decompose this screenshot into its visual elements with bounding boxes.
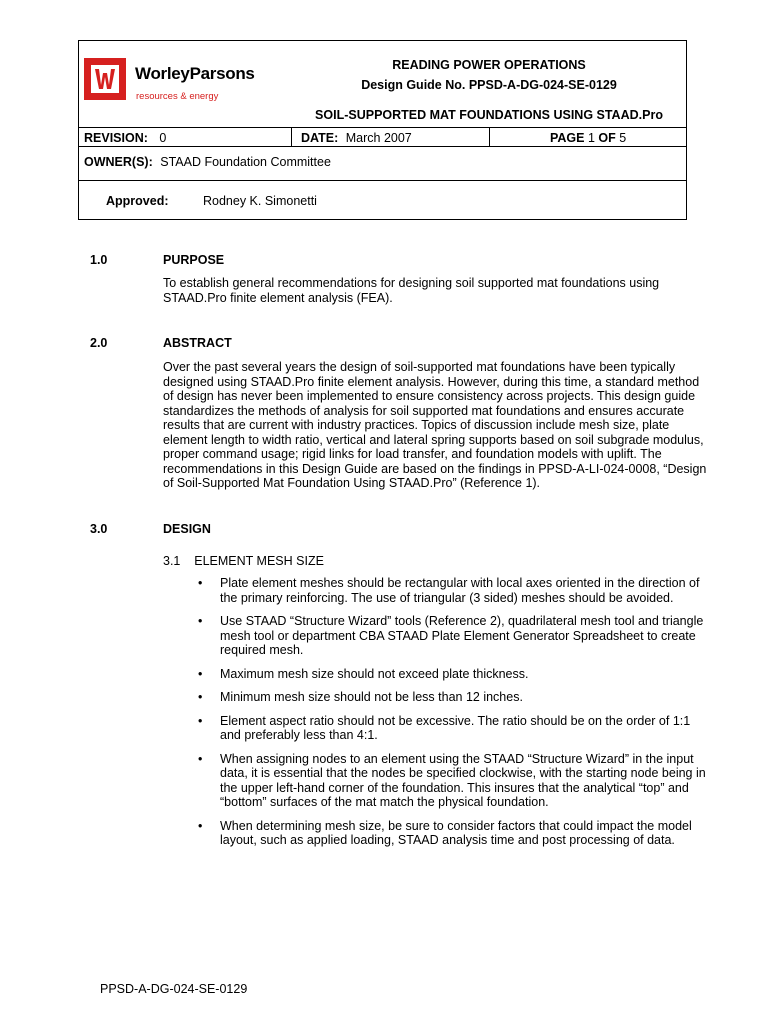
owner-field (84, 155, 331, 169)
list-item: • Use STAAD “Structure Wizard” tools (Reference 2), quadrilateral mesh tool and triangle mesh tool or department CBA STAAD Plate Element Generator Spreadsheet to create required mesh. (198, 614, 704, 657)
section-title-abstract: ABSTRACT (163, 336, 232, 350)
list-item: • When determining mesh size, be sure to consider factors that could impact the model layout, such as applied loading, STAAD analysis time and post processing of data. (198, 818, 692, 847)
page-number: 1 (587, 131, 595, 145)
purpose-text: To establish general recommendations for designing soil supported mat foundations using STAAD.Pro finite element analysis (FEA). (163, 276, 660, 305)
footer-document-id: PPSD-A-DG-024-SE-0129 (100, 982, 248, 996)
section-number: 3.0 (90, 522, 108, 536)
revision-label: REVISION: (84, 131, 148, 145)
section-number: 2.0 (90, 336, 108, 350)
list-item: • When assigning nodes to an element using the STAAD “Structure Wizard” in the input data, it is essential that the nodes be specified clockwise, with the starting node being in the upper left-hand corner of the foundation. This insures that the analytical “top” and “bottom” surfaces of the mat match the physical foundation. (198, 751, 706, 809)
abstract-text: Over the past several years the design of soil-supported mat foundations have been typically designed using STAAD.Pro finite element analysis. However, during this time, a standard method of design has never been implemented to ensure consistency across projects. This design guide standardizes the methods of analysis for soil supported mat foundations and ensures accurate results that are current with industry practices. Topics of discussion include mesh size, plate element length to width ratio, vertical and lateral spring supports based on soil subgrade modulus, proper command usage; rigid links for load transfer, and foundation models with uplift. The recommendations in this Design Guide are based on the findings in PPSD-A-LI-024-0008, “Design of Soil-Supported Mat Foundation Using STAAD.Pro” (Reference 1). (163, 360, 707, 490)
bullet-icon: • (198, 614, 203, 628)
bullet-icon: • (198, 666, 203, 681)
brand-name: WorleyParsons (135, 64, 255, 83)
mesh-size-list (196, 576, 706, 857)
worleyparsons-logo-icon (84, 58, 126, 100)
org-title: READING POWER OPERATIONS (392, 58, 586, 72)
section-number: 1.0 (90, 253, 108, 267)
approved-value: Rodney K. Simonetti (203, 194, 317, 208)
bullet-icon: • (198, 713, 203, 728)
header-divider (79, 180, 686, 181)
page-field (550, 131, 626, 145)
document-header (78, 40, 687, 220)
revision-field (84, 131, 166, 145)
document-subject: SOIL-SUPPORTED MAT FOUNDATIONS USING STAAD.Pro (315, 108, 663, 122)
guide-number: Design Guide No. PPSD-A-DG-024-SE-0129 (361, 78, 617, 92)
section-title-purpose: PURPOSE (163, 253, 225, 267)
section-title-design: DESIGN (163, 522, 211, 536)
date-field (301, 131, 412, 145)
header-divider (79, 127, 686, 128)
page-of-label: OF (598, 131, 616, 145)
owner-label: OWNER(S): (84, 155, 153, 169)
subsection-title-mesh-size: 3.1 ELEMENT MESH SIZE (163, 554, 324, 568)
list-item: • Plate element meshes should be rectangular with local axes oriented in the direction of the primary reinforcing. The use of triangular (3 sided) meshes should be avoided. (198, 576, 700, 605)
list-item: • Maximum mesh size should not exceed plate thickness. (198, 666, 529, 681)
bullet-icon: • (198, 576, 203, 590)
bullet-icon: • (198, 751, 203, 766)
header-divider (79, 146, 686, 147)
list-item: • Minimum mesh size should not be less than 12 inches. (198, 690, 523, 704)
header-divider (291, 127, 292, 146)
header-divider (489, 127, 490, 146)
page-label: PAGE (550, 131, 585, 145)
date-value: March 2007 (345, 131, 412, 145)
bullet-icon: • (198, 818, 203, 833)
owner-value: STAAD Foundation Committee (160, 155, 331, 169)
brand-tagline: resources & energy (136, 91, 219, 102)
revision-value: 0 (159, 131, 167, 145)
date-label: DATE: (301, 131, 339, 145)
list-item: • Element aspect ratio should not be excessive. The ratio should be on the order of 1:1 and preferably less than 4:1. (198, 713, 691, 742)
bullet-icon: • (198, 690, 203, 704)
approved-label: Approved: (106, 194, 169, 208)
page-total: 5 (619, 131, 627, 145)
